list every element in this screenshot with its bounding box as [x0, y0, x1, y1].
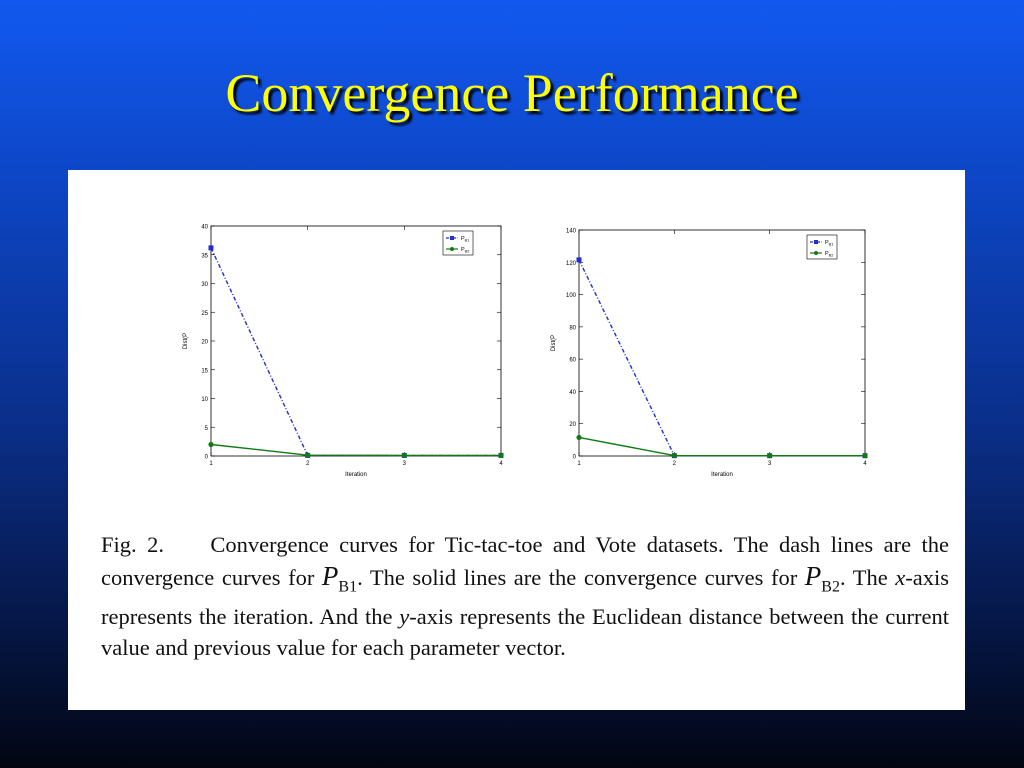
figure-caption	[101, 530, 949, 663]
series-point-2	[576, 435, 581, 440]
legend-marker-2	[450, 247, 454, 251]
y-tick-label: 20	[201, 339, 208, 346]
x-axis-label: Iteration	[711, 472, 733, 478]
y-axis-label: Dist(P	[183, 332, 189, 350]
caption-pb1: $P_{B1}$	[321, 560, 358, 595]
legend-label-1: $P_{B1}$	[825, 240, 834, 247]
x-tick-label: 2	[305, 461, 310, 467]
y-tick-label: 100	[565, 293, 576, 300]
y-tick-label: 10	[201, 397, 208, 403]
y-tick-label: 0	[204, 454, 208, 461]
caption-text-4: -axis represents the iteration. And the	[101, 564, 950, 630]
x-tick-label: 1	[577, 461, 581, 467]
caption-pb2: $P_{B2}$	[804, 560, 840, 595]
charts-canvas	[68, 170, 965, 510]
series-point-2	[402, 453, 407, 458]
y-tick-label: 25	[201, 310, 208, 317]
legend-marker-1	[814, 240, 818, 244]
y-tick-label: 35	[201, 253, 208, 260]
legend-marker-1	[450, 236, 454, 240]
y-tick-label: 20	[569, 422, 576, 429]
chart-1	[183, 225, 504, 479]
legend-label-2: $P_{B2}$	[461, 247, 470, 254]
series-point-1	[209, 245, 214, 250]
series-point-2	[498, 453, 503, 458]
slide-title: Convergence Performance	[225, 63, 799, 123]
series-point-2	[305, 453, 310, 458]
y-tick-label: 40	[569, 389, 576, 396]
y-tick-label: 15	[201, 368, 208, 375]
series-point-2	[672, 453, 677, 458]
series-point-1	[577, 257, 582, 262]
x-tick-label: 3	[402, 461, 407, 467]
y-tick-label: 30	[201, 282, 208, 288]
x-tick-label: 4	[499, 461, 503, 467]
caption-x-var: x	[895, 564, 906, 590]
y-tick-label: 120	[565, 260, 576, 267]
figure-panel	[68, 170, 965, 710]
plot-frame	[579, 230, 865, 456]
legend	[443, 231, 473, 255]
y-tick-label: 5	[204, 425, 208, 432]
x-axis-label: Iteration	[345, 472, 367, 478]
caption-fig-label: Fig. 2.	[101, 532, 164, 557]
x-tick-label: 1	[209, 461, 213, 467]
legend-marker-2	[814, 251, 818, 255]
legend-label-1: $P_{B1}$	[461, 236, 470, 243]
y-tick-label: 140	[565, 228, 576, 235]
y-tick-label: 40	[201, 224, 208, 231]
x-tick-label: 4	[863, 461, 867, 467]
y-tick-label: 0	[572, 454, 576, 461]
legend-label-2: $P_{B2}$	[825, 251, 834, 258]
series-point-2	[208, 442, 213, 447]
series-point-2	[767, 453, 772, 458]
caption-text-5: -axis represents the Euclidean distance between the current value and previous value for each parameter vector.	[101, 604, 950, 660]
y-tick-label: 60	[569, 357, 576, 364]
caption-text-3: . The	[839, 564, 888, 590]
y-tick-label: 80	[569, 325, 576, 332]
caption-text-1: Convergence curves for Tic-tac-toe and Vote datasets. The dash lines are the convergence curves for	[101, 532, 950, 590]
x-tick-label: 3	[767, 461, 772, 467]
caption-text-2: . The solid lines are the convergence curves for	[357, 564, 798, 590]
caption-y-var: y	[399, 604, 410, 630]
legend	[807, 235, 837, 259]
chart-2	[551, 229, 868, 479]
x-tick-label: 2	[672, 461, 677, 467]
series-point-2	[862, 453, 867, 458]
y-axis-label: Dist(P	[551, 334, 557, 352]
